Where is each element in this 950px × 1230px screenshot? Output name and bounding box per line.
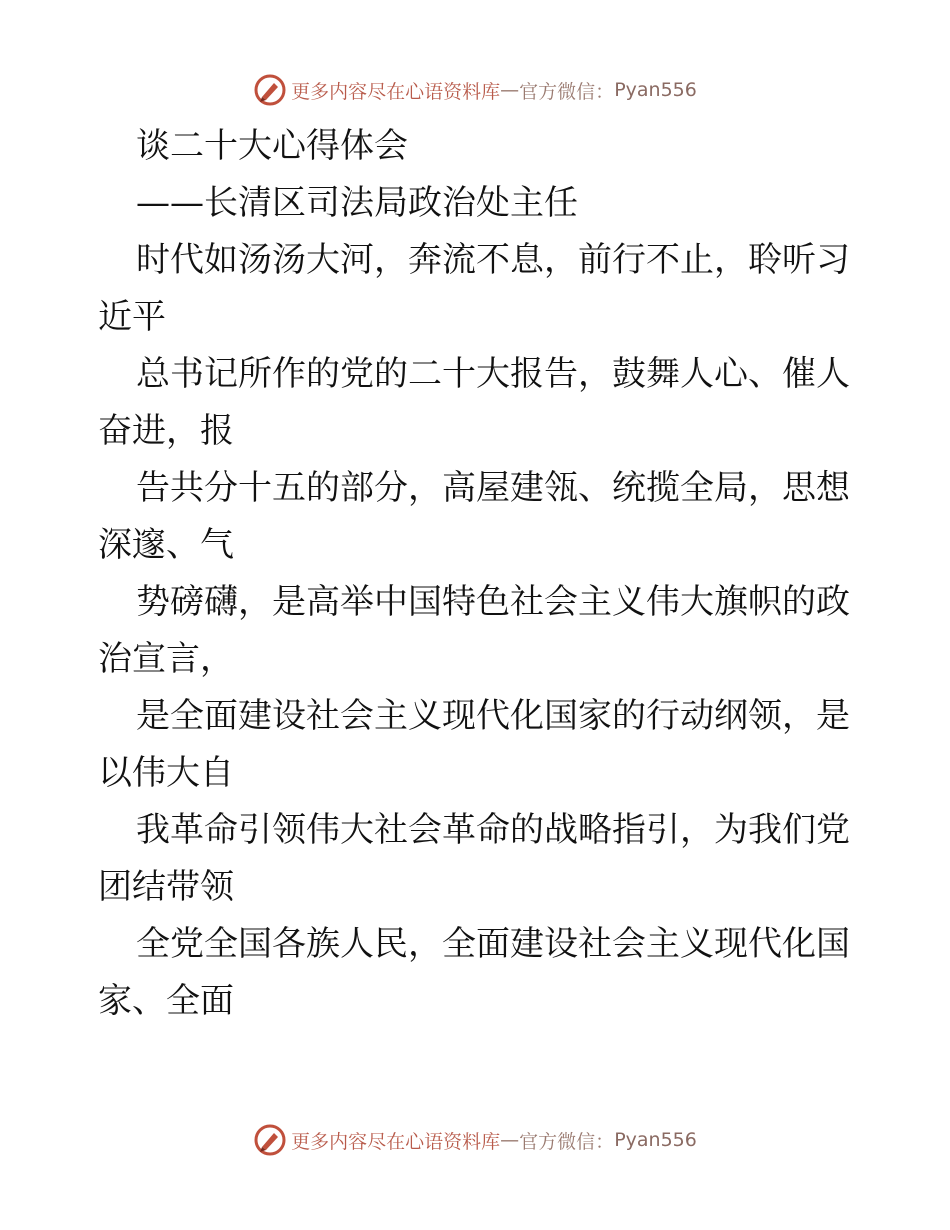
watermark-text: 更多内容尽在心语资料库 — [291, 1130, 501, 1153]
paragraph-line: 势磅礴，是高举中国特色社会主义伟大旗帜的政 — [136, 582, 850, 622]
header-watermark — [0, 70, 950, 110]
watermark-id: Pyan556 — [614, 79, 697, 101]
paragraph-line: 是全面建设社会主义现代化国家的行动纲领，是 — [136, 696, 850, 736]
watermark-id: Pyan556 — [614, 1129, 697, 1151]
watermark-separator: — — [500, 1129, 520, 1151]
watermark-separator: — — [500, 79, 520, 101]
pen-nib-logo-icon — [253, 73, 287, 107]
paragraph-line: 治宣言， — [98, 639, 234, 679]
paragraph-line: 总书记所作的党的二十大报告，鼓舞人心、催人 — [136, 354, 850, 394]
paragraph-line: 我革命引领伟大社会革命的战略指引，为我们党 — [136, 810, 850, 850]
paragraph-line: 以伟大自 — [98, 753, 234, 793]
paragraph-line: 近平 — [98, 297, 166, 337]
footer-watermark — [0, 1120, 950, 1160]
paragraph-line: 告共分十五的部分，高屋建瓴、统揽全局，思想 — [136, 468, 850, 508]
paragraph-line: 家、全面 — [98, 981, 234, 1021]
pen-nib-logo-icon — [253, 1123, 287, 1157]
paragraph-line: 团结带领 — [98, 867, 234, 907]
document-title: 谈二十大心得体会 — [136, 126, 408, 166]
paragraph-line: 全党全国各族人民，全面建设社会主义现代化国 — [136, 924, 850, 964]
paragraph-line: 深邃、气 — [98, 525, 234, 565]
paragraph-line: 奋进，报 — [98, 411, 234, 451]
watermark-text: 更多内容尽在心语资料库 — [291, 80, 501, 103]
document-body — [98, 118, 858, 1030]
document-byline: ——长清区司法局政治处主任 — [136, 183, 578, 223]
watermark-label: 官方微信： — [519, 80, 615, 103]
paragraph-line: 时代如汤汤大河，奔流不息，前行不止，聆听习 — [136, 240, 850, 280]
watermark-label: 官方微信： — [519, 1130, 615, 1153]
